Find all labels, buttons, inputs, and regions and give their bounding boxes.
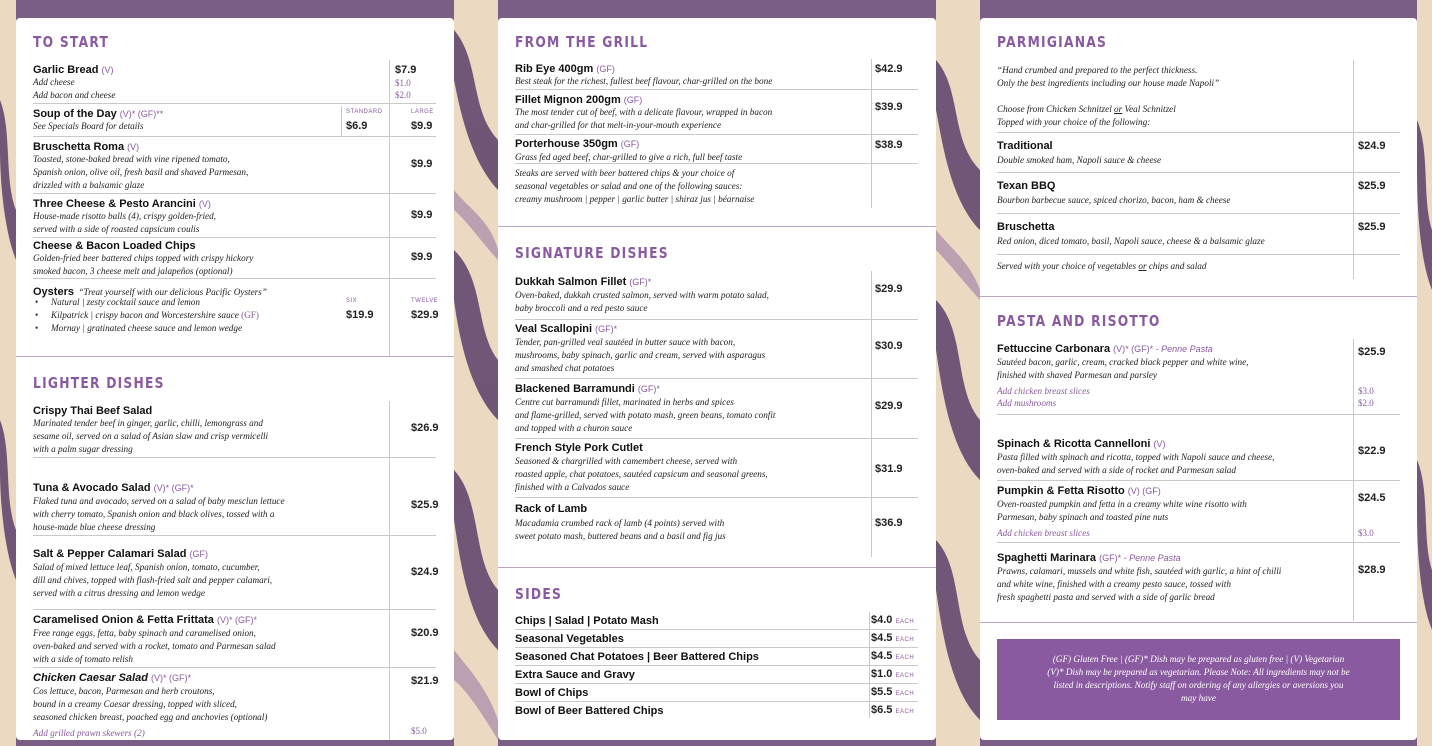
item-description: served with a citrus dressing and lemon wedge [33,588,205,598]
size-label: TWELVE [411,298,439,304]
item-description: Salad of mixed lettuce leaf, Spanish onion, tomato, cucumber, [33,562,260,572]
menu-item [997,482,1400,543]
menu-item [33,239,436,279]
diet-tag: (GF) [623,95,643,105]
diet-tag: (V) [101,65,114,75]
item-description: Toasted, stone-baked bread with vine ripened tomato, [33,154,230,164]
item-description: served with a side of roasted capsicum coulis [33,224,200,234]
item-description: house-made blue cheese dressing [33,522,156,532]
item-description: Centre cut barramundi fillet, marinated in herbs and spices [515,397,734,407]
item-name: Bruschetta Roma [33,141,125,153]
diet-tag: (V)* (GF)* [1113,344,1154,354]
side-item [515,630,918,648]
item-name: Rack of Lamb [515,503,588,515]
note-line: Steaks are served with beer battered chips & your choice of [515,168,735,178]
item-description: with a side of tomato relish [33,654,133,664]
diet-tag: (GF) [596,64,615,74]
menu-item [515,321,918,379]
item-price: $20.9 [411,627,439,639]
item-description: Tender, pan-grilled veal sautéed in butter sauce with bacon, [515,337,736,347]
menu-panel-left [16,18,454,740]
item-price: $9.9 [411,120,433,132]
item-price: $25.9 [411,499,439,511]
item-name: Rib Eye 400gm [515,63,594,75]
intro-line: Only the best ingredients including our house made Napoli” [997,78,1220,88]
pasta-option: - Penne Pasta [1153,344,1213,354]
size-label: LARGE [411,109,434,115]
addon: Add chicken breast slices [997,528,1090,538]
section-title: SIDES [515,585,563,603]
item-description: Cos lettuce, bacon, Parmesan and herb croutons, [33,686,215,696]
diet-tag: (V) (GF) [1127,486,1161,496]
item-description: Oven-baked, dukkah crusted salmon, served with warm potato salad, [515,290,769,300]
side-name: Seasonal Vegetables [515,633,624,645]
item-price: $29.9 [875,283,903,295]
choose-line: Choose from Chicken Schnitzel or Veal Schnitzel [997,104,1176,114]
menu-item [33,669,439,740]
diet-tag: (GF) [620,139,640,149]
section-title: PASTA AND RISOTTO [997,312,1161,330]
item-name: Caramelised Onion & Fetta Frittata [33,614,214,626]
side-price: $6.5 EACH [871,704,915,716]
item-description: roasted apple, chat potatoes, sautéed capsicum and seasonal greens, [515,469,768,479]
item-description: drizzled with a balsamic glaze [33,180,145,190]
item-name: Fettuccine Carbonara [997,343,1111,355]
side-name: Seasoned Chat Potatoes | Beer Battered Chips [515,651,759,663]
item-name: Spaghetti Marinara [997,552,1097,564]
menu-item [515,60,918,90]
item-description: Bourbon barbecue sauce, spiced chorizo, bacon, ham & cheese [997,195,1231,205]
section-title: FROM THE GRILL [515,33,649,51]
side-price: $5.5 EACH [871,686,915,698]
legend-line: (V)* Dish may be prepared as vegetarian. Please Note: All ingredients may not be [1047,667,1350,677]
addon: Add chicken breast slices [997,386,1090,396]
item-name: Fillet Mignon 200gm [515,94,621,106]
diet-tag: (GF)* [1099,553,1122,563]
addon-price: $1.0 [395,78,411,88]
diet-tag: (V)* (GF)* [151,673,192,683]
item-name: Dukkah Salmon Fillet [515,276,627,288]
item-price: $24.5 [1358,492,1386,504]
menu-item [515,273,918,320]
menu-item [33,545,439,610]
item-name: Porterhouse 350gm [515,138,618,150]
section-title: LIGHTER DISHES [33,374,165,392]
diet-tag: (GF)* [629,277,652,287]
menu-item [33,61,436,104]
addon-price: $5.0 [411,726,427,736]
menu-item [515,499,918,557]
section-title: SIGNATURE DISHES [515,244,669,262]
item-description: Marinated tender beef in ginger, garlic, chilli, lemongrass and [33,418,263,428]
served-note: Served with your choice of vegetables or chips and salad [997,261,1207,271]
diet-tag: (V)* (GF)* [153,483,194,493]
legend-line: (GF) Gluten Free | (GF)* Dish may be prepared as gluten free | (V) Vegetarian [1052,654,1345,664]
item-description: bound in a creamy Caesar dressing, topped with sliced, [33,699,237,709]
item-name: Crispy Thai Beef Salad [33,405,153,417]
choose-line: Topped with your choice of the following: [997,117,1151,127]
item-price: $25.9 [1358,180,1386,192]
diet-tag: (V) [127,142,140,152]
item-description: with a palm sugar dressing [33,444,133,454]
item-description: with cherry tomato, Spanish onion and black olives, tossed with a [33,509,275,519]
item-price: $25.9 [1358,221,1386,233]
item-price: $6.9 [346,120,368,132]
addon: Add mushrooms [997,398,1057,408]
item-price: $30.9 [875,340,903,352]
item-price: $29.9 [875,400,903,412]
item-description: Pasta filled with spinach and ricotta, topped with Napoli sauce and cheese, [997,452,1275,462]
diet-tag: (V)* (GF)* [217,615,257,625]
item-name: Veal Scallopini [515,323,593,335]
menu-item [997,215,1400,255]
item-description: smoked bacon, 3 cheese melt and jalapeños (optional) [33,266,233,276]
item-price: $22.9 [1358,445,1386,457]
size-label: SIX [346,298,358,304]
item-description: and char-grilled for that melt-in-your-mouth experience [515,120,722,130]
item-price: $7.9 [395,64,417,76]
section-divider [980,296,1417,297]
item-price: $9.9 [411,209,433,221]
size-divider [341,106,342,137]
item-description: and smashed chat potatoes [515,363,615,373]
item-price: $9.9 [411,251,433,263]
menu-item [33,402,439,458]
item-description: dill and chives, topped with flash-fried salt and pepper calamari, [33,575,273,585]
side-price: $4.5 EACH [871,650,915,662]
side-price: $1.0 EACH [871,668,915,680]
item-name: Salt & Pepper Calamari Salad [33,548,187,560]
addon: Add bacon and cheese [33,90,116,100]
item-price: $24.9 [411,566,439,578]
item-note: “Treat yourself with our delicious Pacific Oysters” [78,287,267,297]
side-item [515,612,918,630]
side-item [515,666,918,684]
menu-panel-right [980,18,1417,740]
section-title: TO START [33,33,110,51]
menu-item [33,479,439,536]
size-label: STANDARD [346,109,383,115]
item-description: baby broccoli and a red pesto sauce [515,303,648,313]
section-divider [980,622,1417,623]
oyster-option: • Natural | zesty cocktail sauce and lemon [33,296,259,309]
menu-item [515,440,918,498]
item-price: $19.9 [346,309,374,321]
item-name: Pumpkin & Fetta Risotto [997,485,1125,497]
item-description: seasoned chicken breast, poached egg and anchovies (optional) [33,712,268,722]
oyster-option: • Mornay | gratinated cheese sauce and lemon wedge [33,322,259,335]
item-price: $26.9 [411,422,439,434]
menu-item [33,195,436,238]
legend-line: listed in descriptions. Notify staff on ordering of any allergies or aversions you [1053,680,1344,690]
item-description: finished with a Calvados sauce [515,482,630,492]
side-price: $4.5 EACH [871,632,915,644]
addon-price: $3.0 [1358,528,1374,538]
diet-tag: (V) [1153,439,1166,449]
addon-price: $2.0 [395,90,411,100]
item-name: French Style Pork Cutlet [515,442,643,454]
addon-price: $3.0 [1358,386,1374,396]
menu-item [33,280,439,338]
item-description: Spanish onion, olive oil, fresh basil and shaved Parmesan, [33,167,249,177]
item-description: Sautéed bacon, garlic, cream, cracked black pepper and white wine, [997,357,1249,367]
menu-item [515,136,918,164]
menu-item [33,105,436,137]
side-name: Bowl of Chips [515,687,589,699]
item-description: Free range eggs, fetta, baby spinach and caramelised onion, [33,628,256,638]
diet-tag: (V)* (GF)** [119,109,164,119]
diet-tag: (GF)* [595,324,618,334]
menu-item [997,340,1400,415]
side-price: $4.0 EACH [871,614,915,626]
menu-item [997,174,1400,214]
item-price: $21.9 [411,675,439,687]
menu-item [997,133,1400,173]
item-description: finished with shaved Parmesan and parsley [997,370,1158,380]
item-description: oven-baked and served with a rocket, tomato and Parmesan salad [33,641,276,651]
item-description: Flaked tuna and avocado, served on a salad of baby mesclun lettuce [33,496,285,506]
item-description: Red onion, diced tomato, basil, Napoli sauce, cheese & a balsamic glaze [997,236,1265,246]
item-description: Macadamia crumbed rack of lamb (4 points) served with [515,518,725,528]
item-description: Prawns, calamari, mussels and white fish, sautéed with garlic, a hint of chilli [997,566,1282,576]
item-description: The most tender cut of beef, with a delicate flavour, wrapped in bacon [515,107,773,117]
menu-item [997,548,1400,606]
item-price: $29.9 [411,309,439,321]
diet-tag: (GF)* [637,384,660,394]
item-name: Spinach & Ricotta Cannelloni [997,438,1151,450]
item-description: sesame oil, served on a salad of Asian slaw and crisp vermicelli [33,431,269,441]
item-price: $9.9 [411,158,433,170]
addon: Add grilled prawn skewers (2) [33,728,145,738]
section-divider [498,567,936,568]
item-name: Traditional [997,140,1053,152]
diet-tag: (GF) [189,549,209,559]
item-price: $36.9 [875,517,903,529]
item-name: Tuna & Avocado Salad [33,482,151,494]
item-name: Cheese & Bacon Loaded Chips [33,240,196,252]
item-description: Golden-fried beer battered chips topped with crispy hickory [33,253,254,263]
item-description: fresh spaghetti pasta and served with a side of garlic bread [997,592,1215,602]
item-price: $42.9 [875,63,903,75]
menu-panel-middle [498,18,936,740]
item-description: and white wine, finished with a creamy pesto sauce, tossed with [997,579,1231,589]
menu-item [515,380,918,439]
item-name: Garlic Bread [33,64,99,76]
side-name: Extra Sauce and Gravy [515,669,635,681]
item-description: oven-baked and served with a side of rocket and Parmesan salad [997,465,1236,475]
section-title: PARMIGIANAS [997,33,1108,51]
item-description: Parmesan, baby spinach and toasted pine nuts [997,512,1169,522]
intro-line: “Hand crumbed and prepared to the perfect thickness. [997,65,1198,75]
item-name: Soup of the Day [33,108,117,120]
note-line: creamy mushroom | pepper | garlic butter | shiraz jus | béarnaise [515,194,755,204]
dietary-legend [997,639,1400,720]
side-item [515,648,918,666]
item-name: Three Cheese & Pesto Arancini [33,198,196,210]
item-price: $38.9 [875,139,903,151]
item-description: and topped with a churon sauce [515,423,633,433]
side-name: Bowl of Beer Battered Chips [515,705,664,717]
item-description: Double smoked ham, Napoli sauce & cheese [997,155,1162,165]
item-description: Oven-roasted pumpkin and fetta in a creamy white wine risotto with [997,499,1247,509]
item-description: mushrooms, baby spinach, garlic and cream, served with asparagus [515,350,766,360]
item-price: $24.9 [1358,140,1386,152]
item-name: Oysters [33,286,74,298]
item-description: Seasoned & chargrilled with camembert cheese, served with [515,456,738,466]
item-description: See Specials Board for details [33,121,144,131]
note-line: seasonal vegetables or salad and one of the following sauces: [515,181,743,191]
item-price: $31.9 [875,463,903,475]
side-item [515,684,918,702]
side-name: Chips | Salad | Potato Mash [515,615,659,627]
addon-price: $2.0 [1358,398,1374,408]
item-name: Blackened Barramundi [515,383,635,395]
item-name: Bruschetta [997,221,1055,233]
steak-note [515,165,918,209]
size-divider [389,106,390,137]
item-description: and flame-grilled, served with potato mash, green beans, tomato confit [515,410,776,420]
oyster-option: • Kilpatrick | crispy bacon and Worcestershire sauce (GF) [33,309,259,322]
pasta-option: - Penne Pasta [1121,553,1181,563]
menu-item [33,138,436,194]
item-price: $39.9 [875,101,903,113]
item-description: Best steak for the richest, fullest beef flavour, char-grilled on the bone [515,76,773,86]
item-name: Chicken Caesar Salad [33,672,148,684]
side-item [515,702,918,720]
item-description: Grass fed aged beef, char-grilled to give a rich, full beef taste [515,152,743,162]
section-divider [16,356,454,357]
diet-tag: (V) [198,199,211,209]
addon: Add cheese [33,77,75,87]
legend-line: may have [1181,693,1216,703]
menu-item [33,611,439,668]
menu-item [515,91,918,135]
item-description: House-made risotto balls (4), crispy golden-fried, [33,211,216,221]
item-price: $25.9 [1358,346,1386,358]
item-description: sweet potato mash, buttered beans and a basil and fig jus [515,531,726,541]
item-name: Texan BBQ [997,180,1056,192]
item-price: $28.9 [1358,564,1386,576]
section-divider [498,226,936,227]
menu-item [997,435,1400,481]
